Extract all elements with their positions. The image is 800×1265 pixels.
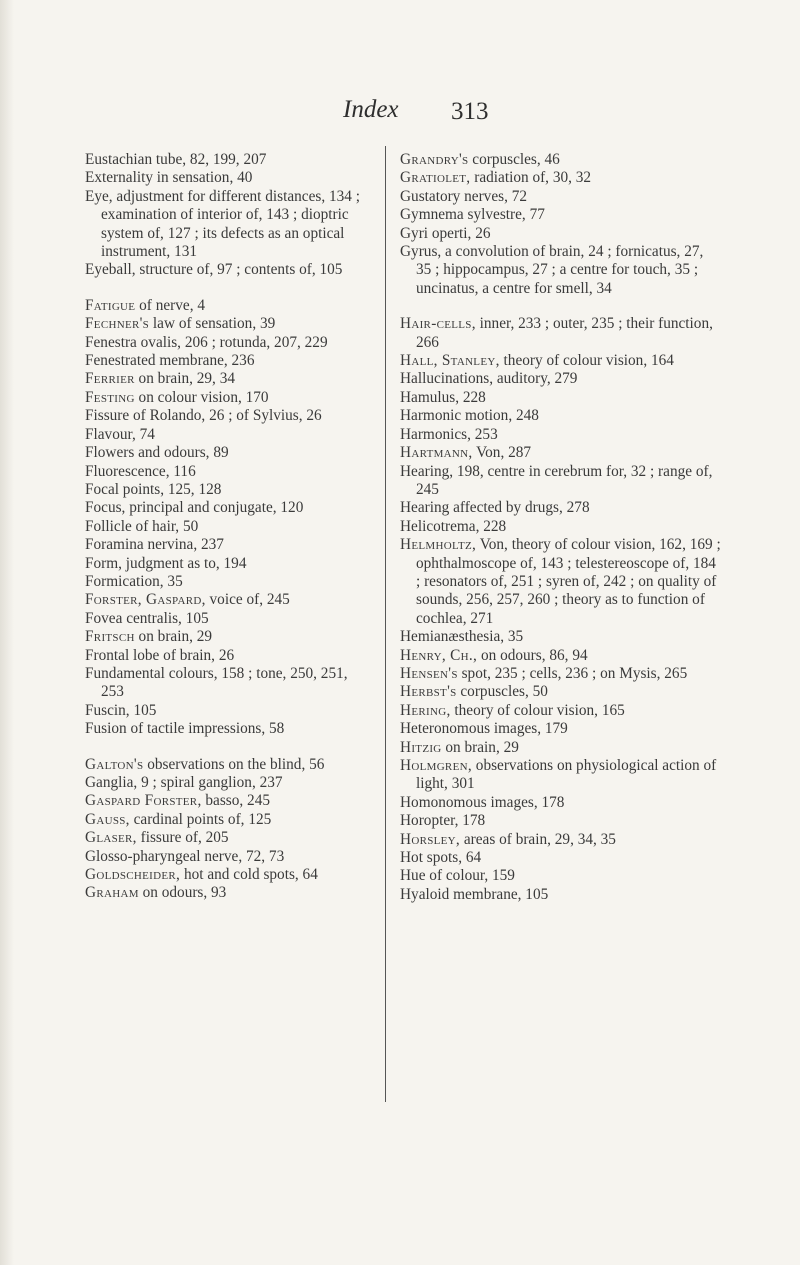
entry-heading: Goldscheider, bbox=[85, 866, 181, 884]
entry-text: spot, 235 ; cells, 236 ; on Mysis, 265 bbox=[457, 664, 688, 682]
index-entry bbox=[85, 463, 373, 481]
index-entry bbox=[400, 867, 722, 885]
entry-heading: Fechner's bbox=[85, 315, 150, 333]
entry-text: theory of colour vision, 164 bbox=[499, 352, 674, 370]
index-entry bbox=[85, 884, 373, 902]
entry-heading: Gaspard Forster, bbox=[85, 792, 202, 810]
entry-text: Externality in sensation, 40 bbox=[85, 169, 253, 187]
index-entry bbox=[85, 481, 373, 499]
entry-text: inner, 233 ; outer, 235 ; their function, 266 bbox=[416, 315, 713, 351]
entry-text: Hot spots, 64 bbox=[400, 849, 482, 867]
index-entry bbox=[400, 370, 722, 388]
index-entry bbox=[85, 774, 373, 792]
entry-heading: Glaser, bbox=[85, 829, 137, 847]
entry-text: Heteronomous images, 179 bbox=[400, 720, 568, 738]
entry-text: Gyri operti, 26 bbox=[400, 224, 491, 242]
index-entry bbox=[400, 794, 722, 812]
index-entry bbox=[400, 352, 722, 370]
column-divider bbox=[385, 146, 386, 1102]
entry-text: Fovea centralis, 105 bbox=[85, 609, 209, 627]
entry-heading: Hensen's bbox=[400, 664, 458, 682]
entry-text: hot and cold spots, 64 bbox=[180, 866, 318, 884]
index-entry bbox=[85, 426, 373, 444]
index-entry bbox=[85, 665, 373, 702]
index-entry bbox=[400, 757, 722, 794]
index-entry bbox=[400, 849, 722, 867]
index-entry bbox=[400, 499, 722, 517]
entry-text: Ganglia, 9 ; spiral ganglion, 237 bbox=[85, 774, 283, 791]
entry-text: Hearing affected by drugs, 278 bbox=[400, 499, 590, 517]
entry-heading: Hering, bbox=[400, 701, 451, 719]
index-entry bbox=[85, 370, 373, 388]
entry-heading: Gauss, bbox=[85, 810, 130, 828]
entry-text: Hamulus, 228 bbox=[400, 388, 486, 406]
entry-text: Gustatory nerves, 72 bbox=[400, 187, 528, 205]
index-entry bbox=[400, 243, 722, 298]
entry-text: corpuscles, 50 bbox=[456, 683, 548, 701]
index-entry bbox=[85, 499, 373, 517]
index-entry bbox=[85, 829, 373, 847]
page-edge-shadow bbox=[0, 0, 14, 1265]
index-entry bbox=[400, 831, 722, 849]
index-entry bbox=[400, 720, 722, 738]
entry-heading: Fritsch bbox=[85, 628, 135, 646]
index-entry bbox=[400, 407, 722, 425]
entry-text: law of sensation, 39 bbox=[149, 315, 276, 333]
entry-text: Frontal lobe of brain, 26 bbox=[85, 646, 235, 664]
entry-heading: Hall, Stanley, bbox=[400, 352, 500, 370]
entry-heading: Graham bbox=[85, 884, 139, 902]
index-entry bbox=[400, 169, 722, 187]
index-entry bbox=[85, 647, 373, 665]
index-entry bbox=[400, 536, 722, 628]
entry-text: Eyeball, structure of, 97 ; contents of, 105 bbox=[85, 261, 343, 279]
index-entry bbox=[85, 848, 373, 866]
entry-heading: Festing bbox=[85, 388, 135, 406]
entry-heading: Holmgren, bbox=[400, 757, 472, 774]
index-entry bbox=[85, 352, 373, 370]
index-entry bbox=[400, 188, 722, 206]
entry-text: Fundamental colours, 158 ; tone, 250, 251, 253 bbox=[85, 664, 348, 701]
entry-text: Fenestrated membrane, 236 bbox=[85, 352, 255, 370]
index-entry bbox=[85, 811, 373, 829]
index-entry bbox=[400, 444, 722, 462]
index-entry bbox=[400, 225, 722, 243]
index-entry bbox=[400, 315, 722, 352]
index-entry bbox=[400, 463, 722, 500]
entry-text: fissure of, 205 bbox=[136, 829, 229, 847]
entry-heading: Hitzig bbox=[400, 738, 442, 756]
entry-text: Von, theory of colour vision, 162, 169 ; ophthalmoscope of, 143 ; telestereoscope of, 184 ; resonators of, 251 ; syren of, 242 ; on quality of sounds, 256, 257, 260 ; theory as to function of cochlea, 271 bbox=[416, 536, 721, 627]
entry-text: on odours, 86, 94 bbox=[477, 646, 588, 664]
entry-text: Foramina nervina, 237 bbox=[85, 536, 224, 554]
index-entry bbox=[400, 206, 722, 224]
entry-heading: Henry, Ch., bbox=[400, 646, 478, 664]
entry-text: Hue of colour, 159 bbox=[400, 867, 515, 885]
entry-text: of nerve, 4 bbox=[135, 296, 205, 314]
entry-text: Fenestra ovalis, 206 ; rotunda, 207, 229 bbox=[85, 333, 328, 351]
page-header bbox=[0, 96, 800, 136]
entry-heading: Ferrier bbox=[85, 370, 135, 388]
entry-text: Hallucinations, auditory, 279 bbox=[400, 370, 578, 388]
index-column-left bbox=[85, 151, 373, 903]
index-entry bbox=[400, 739, 722, 757]
index-entry bbox=[85, 444, 373, 462]
entry-text: Hemianæsthesia, 35 bbox=[400, 628, 524, 646]
index-entry bbox=[85, 536, 373, 554]
index-entry bbox=[400, 518, 722, 536]
index-entry bbox=[400, 151, 722, 169]
running-title: Index bbox=[343, 96, 399, 123]
entry-text: Fluorescence, 116 bbox=[85, 462, 196, 480]
entry-text: Formication, 35 bbox=[85, 572, 183, 590]
index-entry bbox=[85, 188, 373, 262]
entry-heading: Gratiolet, bbox=[400, 169, 471, 187]
index-entry bbox=[400, 702, 722, 720]
entry-text: Fissure of Rolando, 26 ; of Sylvius, 26 bbox=[85, 407, 322, 425]
entry-text: Hearing, 198, centre in cerebrum for, 32 ; range of, 245 bbox=[400, 462, 713, 498]
index-entry bbox=[400, 665, 722, 683]
index-entry bbox=[85, 591, 373, 609]
index-entry bbox=[85, 297, 373, 315]
entry-heading: Herbst's bbox=[400, 683, 457, 701]
entry-text: Fuscin, 105 bbox=[85, 701, 157, 719]
entry-text: Follicle of hair, 50 bbox=[85, 517, 199, 535]
index-entry bbox=[400, 886, 722, 904]
entry-text: on brain, 29 bbox=[134, 628, 213, 646]
index-entry bbox=[85, 610, 373, 628]
entry-text: observations on physiological action of light, 301 bbox=[416, 757, 717, 793]
index-entry bbox=[85, 792, 373, 810]
entry-text: theory of colour vision, 165 bbox=[450, 701, 625, 719]
index-entry bbox=[85, 169, 373, 187]
entry-text: Gymnema sylvestre, 77 bbox=[400, 206, 545, 224]
entry-text: Harmonic motion, 248 bbox=[400, 407, 539, 425]
index-entry bbox=[85, 756, 373, 774]
entry-text: radiation of, 30, 32 bbox=[470, 169, 592, 187]
index-entry bbox=[85, 315, 373, 333]
entry-heading: Hair-cells, bbox=[400, 315, 476, 333]
entry-text: Flavour, 74 bbox=[85, 425, 155, 443]
entry-text: voice of, 245 bbox=[205, 591, 290, 609]
index-entry bbox=[85, 518, 373, 536]
entry-text: Horopter, 178 bbox=[400, 812, 486, 830]
index-entry bbox=[400, 812, 722, 830]
entry-text: areas of brain, 29, 34, 35 bbox=[460, 830, 616, 848]
index-entry bbox=[85, 407, 373, 425]
entry-text: Eye, adjustment for different distances, 134 ; examination of interior of, 143 ; dioptric system of, 127 ; its defects as an optical instrument, 131 bbox=[85, 187, 360, 261]
index-column-right bbox=[400, 151, 722, 904]
entry-heading: Hartmann, bbox=[400, 444, 473, 462]
index-entry bbox=[85, 389, 373, 407]
index-entry bbox=[400, 426, 722, 444]
index-entry bbox=[85, 573, 373, 591]
entry-text: basso, 245 bbox=[201, 792, 270, 810]
entry-text: on brain, 29, 34 bbox=[134, 370, 236, 388]
entry-text: Hyaloid membrane, 105 bbox=[400, 885, 549, 903]
index-entry bbox=[85, 720, 373, 738]
index-entry bbox=[400, 628, 722, 646]
entry-text: Harmonics, 253 bbox=[400, 425, 498, 443]
entry-heading: Horsley, bbox=[400, 830, 461, 848]
entry-text: Von, 287 bbox=[472, 444, 532, 462]
page-number: 313 bbox=[451, 98, 489, 125]
index-entry bbox=[85, 866, 373, 884]
index-entry bbox=[85, 334, 373, 352]
index-entry bbox=[85, 261, 373, 279]
entry-heading: Forster, Gaspard, bbox=[85, 591, 206, 609]
index-entry bbox=[400, 389, 722, 407]
entry-text: Gyrus, a convolution of brain, 24 ; fornicatus, 27, 35 ; hippocampus, 27 ; a centre for touch, 35 ; uncinatus, a centre for smell, 34 bbox=[400, 243, 704, 297]
entry-heading: Helmholtz, bbox=[400, 536, 477, 554]
entry-text: cardinal points of, 125 bbox=[129, 810, 272, 828]
index-entry bbox=[400, 647, 722, 665]
entry-text: Focal points, 125, 128 bbox=[85, 480, 222, 498]
entry-text: on brain, 29 bbox=[441, 738, 519, 756]
entry-heading: Galton's bbox=[85, 755, 144, 773]
entry-text: on colour vision, 170 bbox=[134, 388, 269, 406]
index-entry bbox=[85, 555, 373, 573]
entry-heading: Fatigue bbox=[85, 296, 136, 314]
entry-heading: Grandry's bbox=[400, 151, 469, 168]
entry-text: Form, judgment as to, 194 bbox=[85, 554, 247, 572]
index-entry bbox=[85, 628, 373, 646]
entry-text: Glosso-pharyngeal nerve, 72, 73 bbox=[85, 847, 285, 865]
index-entry bbox=[85, 151, 373, 169]
entry-text: corpuscles, 46 bbox=[468, 151, 560, 168]
entry-text: Fusion of tactile impressions, 58 bbox=[85, 720, 285, 738]
entry-text: Focus, principal and conjugate, 120 bbox=[85, 499, 304, 517]
index-entry bbox=[400, 683, 722, 701]
index-entry bbox=[85, 702, 373, 720]
entry-text: Eustachian tube, 82, 199, 207 bbox=[85, 151, 267, 168]
entry-text: Helicotrema, 228 bbox=[400, 517, 507, 535]
entry-text: on odours, 93 bbox=[138, 884, 227, 902]
entry-text: observations on the blind, 56 bbox=[143, 755, 325, 773]
entry-text: Homonomous images, 178 bbox=[400, 793, 565, 811]
entry-text: Flowers and odours, 89 bbox=[85, 444, 229, 462]
